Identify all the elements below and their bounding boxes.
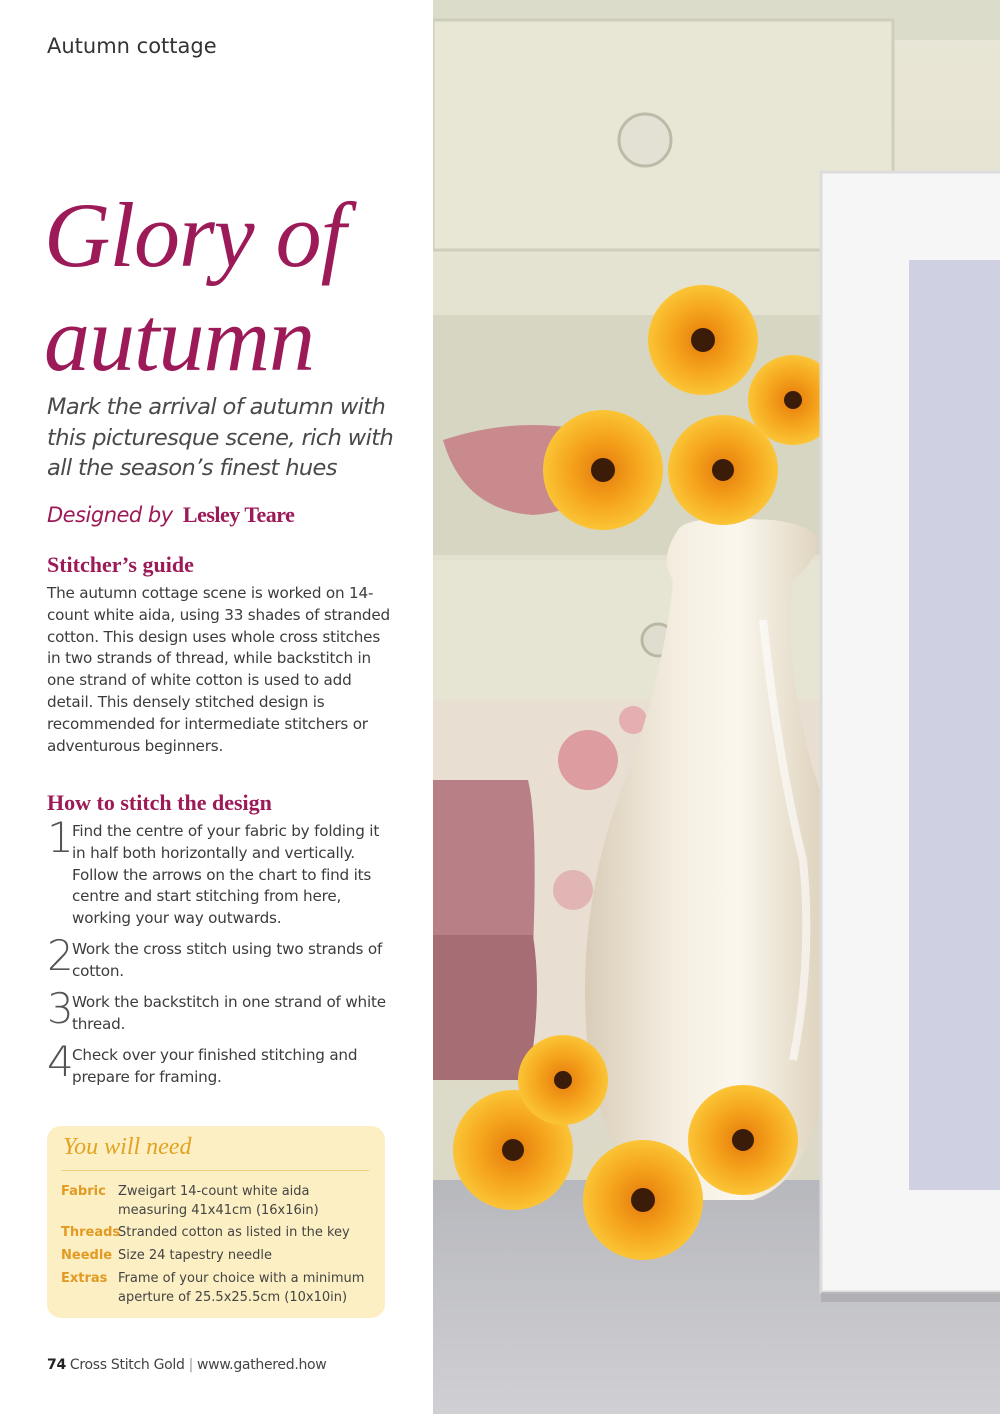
you-will-need-box	[47, 1126, 385, 1318]
intro-text: Mark the arrival of autumn with this picturesque scene, rich with all the season’s finest hues	[47, 394, 394, 481]
step-text: Check over your finished stitching and prepare for framing.	[72, 1046, 358, 1086]
need-key: Needle	[61, 1248, 113, 1263]
rose	[553, 870, 593, 910]
designed-by-label: Designed by	[47, 503, 173, 527]
divider	[61, 1170, 369, 1171]
step-text: Work the backstitch in one strand of white thread.	[72, 993, 386, 1033]
vase-photo	[433, 0, 1000, 1414]
step-text: Work the cross stitch using two strands of cotton.	[72, 940, 383, 980]
flower-center	[712, 459, 734, 481]
flower-center	[691, 328, 715, 352]
article-title	[44, 183, 424, 391]
title-line-1: Glory of	[44, 184, 346, 286]
need-value: Stranded cotton as listed in the key	[118, 1225, 350, 1240]
pink-pot	[433, 780, 535, 950]
rose	[558, 730, 618, 790]
drawer-knob-icon	[619, 114, 671, 166]
section-label: Autumn cottage	[47, 34, 217, 58]
frame-inner	[909, 260, 1000, 1190]
need-key: Threads	[61, 1225, 121, 1240]
shelf	[433, 255, 833, 315]
flower-center	[554, 1071, 572, 1089]
flower-center	[631, 1188, 655, 1212]
magazine-name: Cross Stitch Gold	[69, 1357, 185, 1373]
need-value: Size 24 tapestry needle	[118, 1248, 272, 1263]
step-number: 3	[47, 984, 74, 1033]
text-column	[0, 0, 433, 1414]
footer-separator: |	[188, 1357, 194, 1373]
stitchers-guide-text: The autumn cottage scene is worked on 14-count white aida, using 33 shades of stranded cotton. This design uses whole cross stitches in two strands of thread, while backstitch in one strand of white cotton is used to add detail. This densely stitched design is recommended for intermediate stitchers or adventurous beginners.	[47, 584, 390, 755]
pink-pot-base	[433, 935, 537, 1080]
frame-shadow	[821, 1292, 1000, 1302]
website-link[interactable]: www.gathered.how	[197, 1357, 327, 1373]
stitchers-guide-heading: Stitcher’s guide	[47, 552, 194, 577]
flower-center	[732, 1129, 754, 1151]
need-value: Frame of your choice with a minimum aperture of 25.5x25.5cm (10x10in)	[118, 1271, 365, 1305]
page-number: 74	[47, 1357, 66, 1373]
need-key: Fabric	[61, 1184, 106, 1199]
step-number: 2	[47, 931, 74, 980]
designer-credit	[47, 502, 294, 528]
flower-center	[502, 1139, 524, 1161]
how-to-heading: How to stitch the design	[47, 790, 272, 815]
flower-center	[591, 458, 615, 482]
need-value: Zweigart 14-count white aida measuring 41x41cm (16x16in)	[118, 1184, 319, 1218]
step-number: 4	[47, 1037, 74, 1086]
step-text: Find the centre of your fabric by folding it in half both horizontally and vertically. Follow the arrows on the chart to find its centre and start stitching from here, working your way outwards.	[72, 822, 380, 928]
designer-name: Lesley Teare	[182, 502, 295, 527]
flower-center	[784, 391, 802, 409]
you-will-need-title: You will need	[63, 1134, 192, 1160]
title-line-2: autumn	[44, 288, 314, 390]
step-number: 1	[47, 813, 74, 862]
page-footer	[47, 1357, 326, 1373]
need-key: Extras	[61, 1271, 108, 1286]
